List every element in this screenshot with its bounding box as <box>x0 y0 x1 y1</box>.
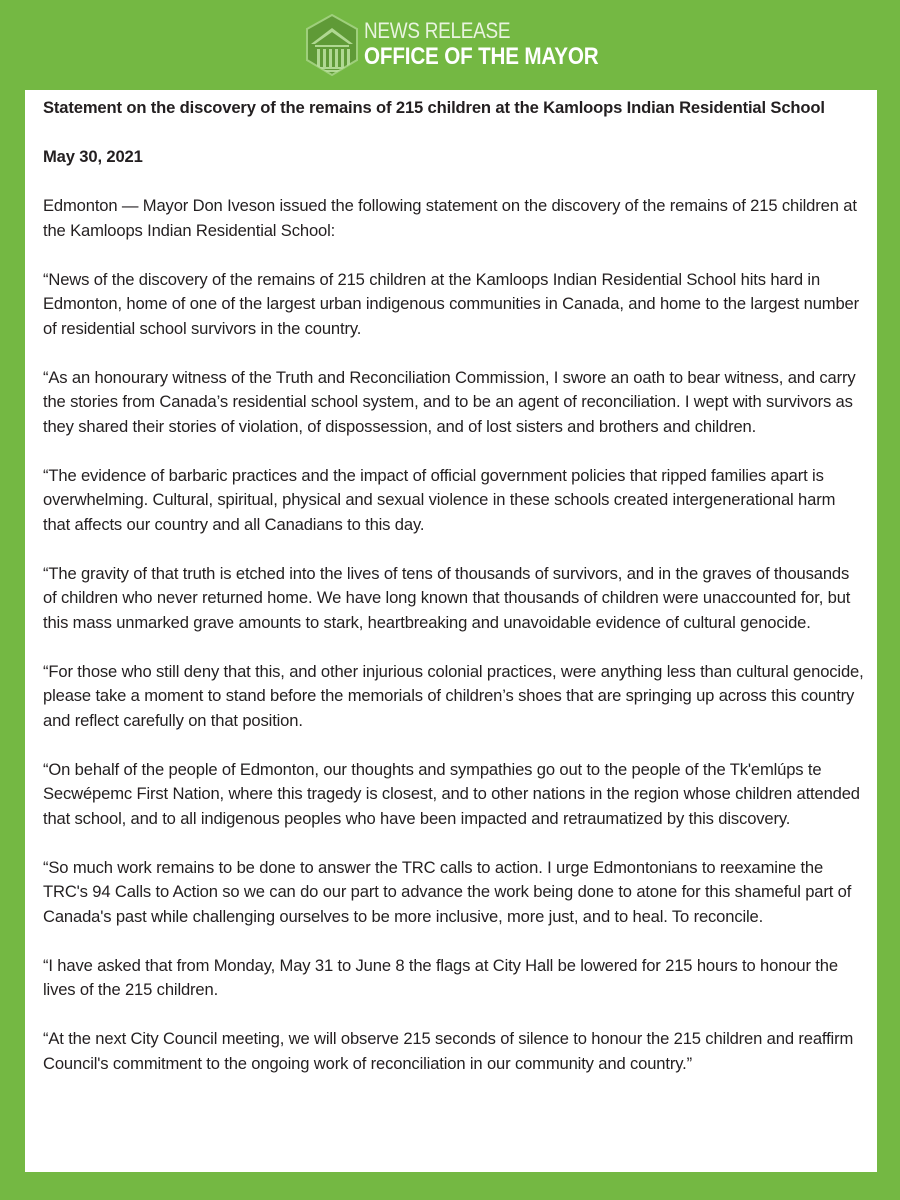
release-paragraph: “The gravity of that truth is etched into the lives of tens of thousands of survivors, and in the graves of thousands of children who never returned home. We have long known that thousands of children were unaccounted for, but this mass unmarked grave amounts to stark, heartbreaking and unavoidable evidence of cultural genocide. <box>43 563 851 632</box>
release-paragraph: “News of the discovery of the remains of 215 children at the Kamloops Indian Residential School hits hard in Edmonton, home of one of the largest urban indigenous communities in Canada, and home to the largest number of residential school survivors in the country. <box>43 269 859 338</box>
release-paragraph: “On behalf of the people of Edmonton, our thoughts and sympathies go out to the people of the Tk'emlúps te Secwépemc First Nation, where this tragedy is closest, and to other nations in the region whose children attended that school, and to all indigenous peoples who have been impacted and retraumatized by this discovery. <box>43 759 860 828</box>
release-body <box>43 96 865 1076</box>
news-release-header <box>0 0 900 92</box>
release-paragraph: Edmonton — Mayor Don Iveson issued the following statement on the discovery of the remains of 215 children at the Kamloops Indian Residential School: <box>43 196 857 240</box>
release-paragraph: “For those who still deny that this, and other injurious colonial practices, were anything less than cultural genocide, please take a moment to stand before the memorials of children’s shoes that are springing up across this country and reflect carefully on that position. <box>43 661 864 730</box>
release-card <box>25 90 877 1172</box>
release-paragraph: “I have asked that from Monday, May 31 to June 8 the flags at City Hall be lowered for 215 hours to honour the lives of the 215 children. <box>43 955 838 999</box>
release-paragraph: “As an honourary witness of the Truth and Reconciliation Commission, I swore an oath to bear witness, and carry the stories from Canada’s residential school system, and to be an agent of reconciliation. I wept with survivors as they shared their stories of violation, of dispossession, and of lost sisters and brothers and children. <box>43 367 856 436</box>
release-paragraph: “So much work remains to be done to answer the TRC calls to action. I urge Edmontonians to reexamine the TRC's 94 Calls to Action so we can do our part to advance the work being done to atone for this shameful part of Canada's past while challenging ourselves to be more inclusive, more just, and to heal. To reconcile. <box>43 857 852 926</box>
header-news-release: NEWS RELEASE <box>364 18 511 43</box>
release-title: Statement on the discovery of the remains of 215 children at the Kamloops Indian Residential School <box>43 98 825 117</box>
header-office-of-the-mayor: OFFICE OF THE MAYOR <box>364 43 599 70</box>
release-date: May 30, 2021 <box>43 147 143 166</box>
header-text <box>364 20 637 69</box>
release-paragraph: “At the next City Council meeting, we will observe 215 seconds of silence to honour the 215 children and reaffirm Council's commitment to the ongoing work of reconciliation in our community and country.” <box>43 1029 854 1073</box>
release-paragraph: “The evidence of barbaric practices and the impact of official government policies that ripped families apart is overwhelming. Cultural, spiritual, physical and sexual violence in these schools created intergenerational harm that affects our country and all Canadians to this day. <box>43 465 836 534</box>
city-hall-logo-icon <box>305 14 359 76</box>
